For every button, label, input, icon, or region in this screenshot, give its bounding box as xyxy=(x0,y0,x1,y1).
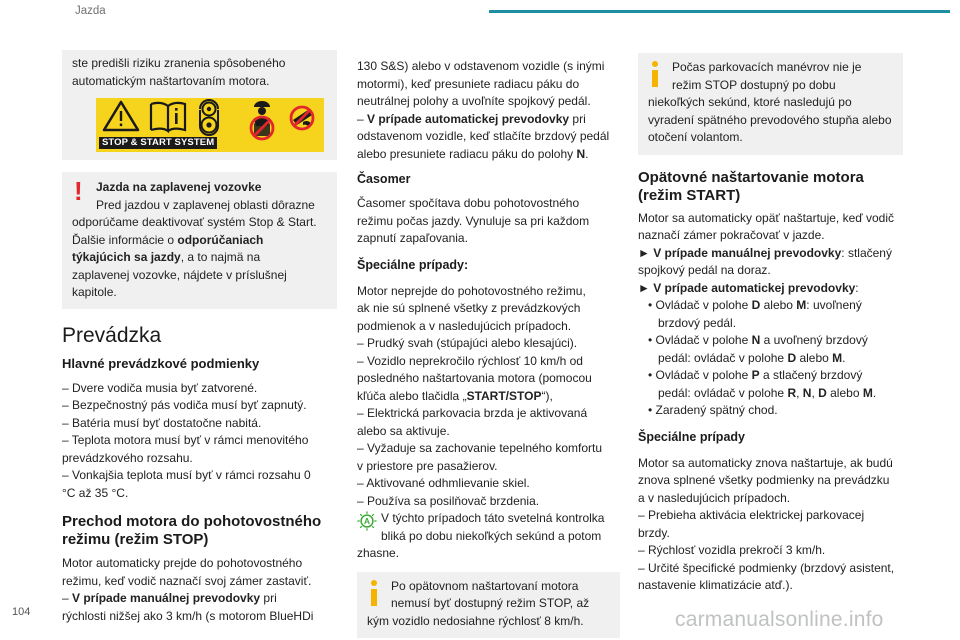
text-line: pedál: ovládač v polohe R, N, D alebo M. xyxy=(658,385,877,400)
text-line: ak nie sú splnené všetky z prevádzkových xyxy=(357,301,581,315)
list-item: – Bezpečnostný pás vodiča musí byť zapnutý. xyxy=(62,398,307,412)
no-tools-icon xyxy=(291,107,313,129)
list-item: • Ovládač v polohe D alebo M: uvoľnený xyxy=(648,298,862,312)
text-line: brzdový pedál. xyxy=(658,315,737,330)
text-line: znova splnené všetky podmienky na prevádzku xyxy=(638,473,890,487)
conditions-heading: Hlavné prevádzkové podmienky xyxy=(62,355,260,371)
text-line: alebo presuniete radiacu páku do polohy N. xyxy=(357,146,589,161)
stop-start-lamp-icon xyxy=(357,511,377,531)
warning-box-continued xyxy=(62,50,337,160)
list-item: – Vozidlo neprekročilo rýchlosť 10 km/h od xyxy=(357,353,583,368)
fan-belt-icon xyxy=(200,100,218,135)
list-item: • Zaradený spätný chod. xyxy=(648,403,778,417)
text-line: brzdy. xyxy=(638,525,670,540)
text-line: Počas parkovacích manévrov nie je xyxy=(672,60,862,74)
note-header xyxy=(648,59,895,94)
stop-start-system-label: STOP & START SYSTEM xyxy=(99,137,217,149)
list-item: prevádzkového rozsahu. xyxy=(62,450,193,465)
text-line: režimu, keď vodič naznačí svoj zámer zastaviť. xyxy=(62,573,312,588)
text-line: bliká po dobu niekoľkých sekúnd a potom xyxy=(381,528,602,543)
list-item: – Prudký svah (stúpajúci alebo klesajúci). xyxy=(357,336,578,350)
text-line: Ďalšie informácie o odporúčaniach xyxy=(72,232,264,247)
list-item: – Elektrická parkovacia brzda je aktivovaná xyxy=(357,406,588,420)
page-heading: Prevádzka xyxy=(62,323,162,347)
text-line: týkajúcich sa jazdy, a to najmä na xyxy=(72,250,261,264)
text-line: a v nasledujúcich prípadoch. xyxy=(638,490,791,505)
text-line: nastavenie klimatizácie atď.). xyxy=(638,578,793,592)
text-line: niekoľkých sekúnd, ktoré nasledujú po xyxy=(648,95,852,109)
stop-start-warning-banner xyxy=(96,98,324,152)
text-line: Časomer spočítava dobu pohotovostného xyxy=(357,196,580,210)
special-cases-heading: Špeciálne prípady xyxy=(638,429,745,444)
list-item: • Ovládač v polohe P a stlačený brzdový xyxy=(648,368,863,382)
text-line: nemusí byť dostupný režim STOP, až xyxy=(391,596,590,610)
text-line: motormi), keď presuniete radiacu páku do xyxy=(357,76,580,91)
text-line: spojkový pedál na doraz. xyxy=(638,263,771,277)
list-item: – Používa sa posilňovač brzdenia. xyxy=(357,493,540,508)
lamp-note xyxy=(357,510,620,545)
text-line: zhasne. xyxy=(357,546,400,560)
text-line: Po opätovnom naštartovaní motora xyxy=(391,578,579,593)
info-icon xyxy=(371,580,377,606)
info-icon xyxy=(652,61,658,87)
list-item: – Teplota motora musí byť v rámci menovitého xyxy=(62,433,309,447)
column-middle xyxy=(357,58,620,638)
text-line: – V prípade automatickej prevodovky pri xyxy=(357,111,586,126)
list-item: – Prebieha aktivácia elektrickej parkovacej xyxy=(638,508,865,522)
text-line: 130 S&S) alebo v odstavenom vozidle (s inými xyxy=(357,59,605,73)
text-line: kapitole. xyxy=(72,285,117,299)
text-line: zaplavenej vozovke, nájdete v príslušnej xyxy=(72,267,287,282)
svg-text:A: A xyxy=(364,517,370,527)
section-title: Jazda xyxy=(75,5,106,17)
stop-mode-heading: Prechod motora do pohotovostného režimu (režim STOP) xyxy=(62,513,322,548)
warning-triangle-icon xyxy=(104,102,138,130)
text-line: odporúčame deaktivovať systém Stop & Start. xyxy=(72,215,317,229)
list-item: – Určité špecifické podmienky (brzdový asistent, xyxy=(638,560,895,575)
text-line: vyradení spätného prevodového stupňa alebo xyxy=(648,112,892,127)
text-line: alebo sa aktivuje. xyxy=(357,423,450,438)
text-line: posledného naštartovania motora (pomocou xyxy=(357,371,592,385)
page-number: 104 xyxy=(12,606,31,618)
header-accent-bar xyxy=(489,10,950,13)
watermark: carmanualsonline.info xyxy=(675,608,884,631)
text-line: ► V prípade manuálnej prevodovky: stlačený xyxy=(638,245,892,260)
text-line: podmienok a v nasledujúcich prípadoch. xyxy=(357,318,572,333)
text-line: zapnutí zapaľovania. xyxy=(357,231,468,245)
text-line: ► V prípade automatickej prevodovky: xyxy=(638,280,859,295)
start-mode-heading: Opätovné naštartovanie motora (režim START) xyxy=(638,168,864,204)
text-line: režimu počas jazdy. Vynuluje sa pri každom xyxy=(357,213,590,228)
column-left xyxy=(62,50,337,625)
list-item: °C až 35 °C. xyxy=(62,485,129,500)
list-item: – Rýchlosť vozidla prekročí 3 km/h. xyxy=(638,543,826,557)
text-line: otočení volantom. xyxy=(648,130,743,144)
text-line: Motor neprejde do pohotovostného režimu, xyxy=(357,283,586,298)
list-item: • Ovládač v polohe N a uvoľnený brzdový xyxy=(648,333,868,347)
note-title: Jazda na zaplavenej vozovke xyxy=(96,180,262,194)
timer-heading: Časomer xyxy=(357,172,411,186)
text-line: ste predišli riziku zranenia spôsobeného xyxy=(72,56,286,70)
note-header xyxy=(367,578,612,613)
text-line: naznačí zámer pokračovať v jazde. xyxy=(638,228,825,242)
text-line: pedál: ovládač v polohe D alebo M. xyxy=(658,350,846,365)
text-line: režim STOP dostupný po dobu xyxy=(672,77,836,92)
text-line: odstavenom vozidle, keď stlačíte brzdový pedál xyxy=(357,129,610,143)
list-item: – Dvere vodiča musia byť zatvorené. xyxy=(62,380,258,395)
flooded-road-note xyxy=(62,172,337,309)
list-item: – Aktivované odhmlievanie skiel. xyxy=(357,476,530,490)
text-line: V týchto prípadoch táto svetelná kontrolka xyxy=(381,511,605,525)
list-item: – Vonkajšia teplota musí byť v rámci rozsahu 0 xyxy=(62,468,311,482)
note-header xyxy=(72,176,327,214)
list-item: – Batéria musí byť dostatočne nabitá. xyxy=(62,415,262,430)
text-line: Motor automaticky prejde do pohotovostného xyxy=(62,556,303,570)
text-line: kľúča alebo tlačidla „START/STOP“), xyxy=(357,388,553,403)
text-line: Motor sa automaticky znova naštartuje, ak budú xyxy=(638,455,893,470)
list-item: – Vyžaduje sa zachovanie tepelného komfortu xyxy=(357,441,603,455)
text-line: rýchlosti nižšej ako 3 km/h (s motorom BlueHDi xyxy=(62,608,314,623)
text-line: – V prípade manuálnej prevodovky pri xyxy=(62,591,277,605)
exclamation-icon: ! xyxy=(74,176,83,206)
text-line: Pred jazdou v zaplavenej oblasti dôrazne xyxy=(96,197,315,212)
text-line: neutrálnej polohy a uvoľníte spojkový pedál. xyxy=(357,94,591,108)
no-hands-icon xyxy=(251,117,273,139)
info-box-parking xyxy=(638,53,903,155)
text-line: automatickým naštartovaním motora. xyxy=(72,73,270,88)
column-right xyxy=(638,53,903,595)
text-line: v priestore pre pasažierov. xyxy=(357,458,498,473)
special-cases-heading: Špeciálne prípady: xyxy=(357,257,469,272)
text-line: kým vozidlo nedosiahne rýchlosť 8 km/h. xyxy=(367,613,584,628)
manual-book-icon xyxy=(151,103,185,131)
info-box-restart xyxy=(357,572,620,639)
text-line: Motor sa automaticky opäť naštartuje, keď vodič xyxy=(638,210,894,225)
